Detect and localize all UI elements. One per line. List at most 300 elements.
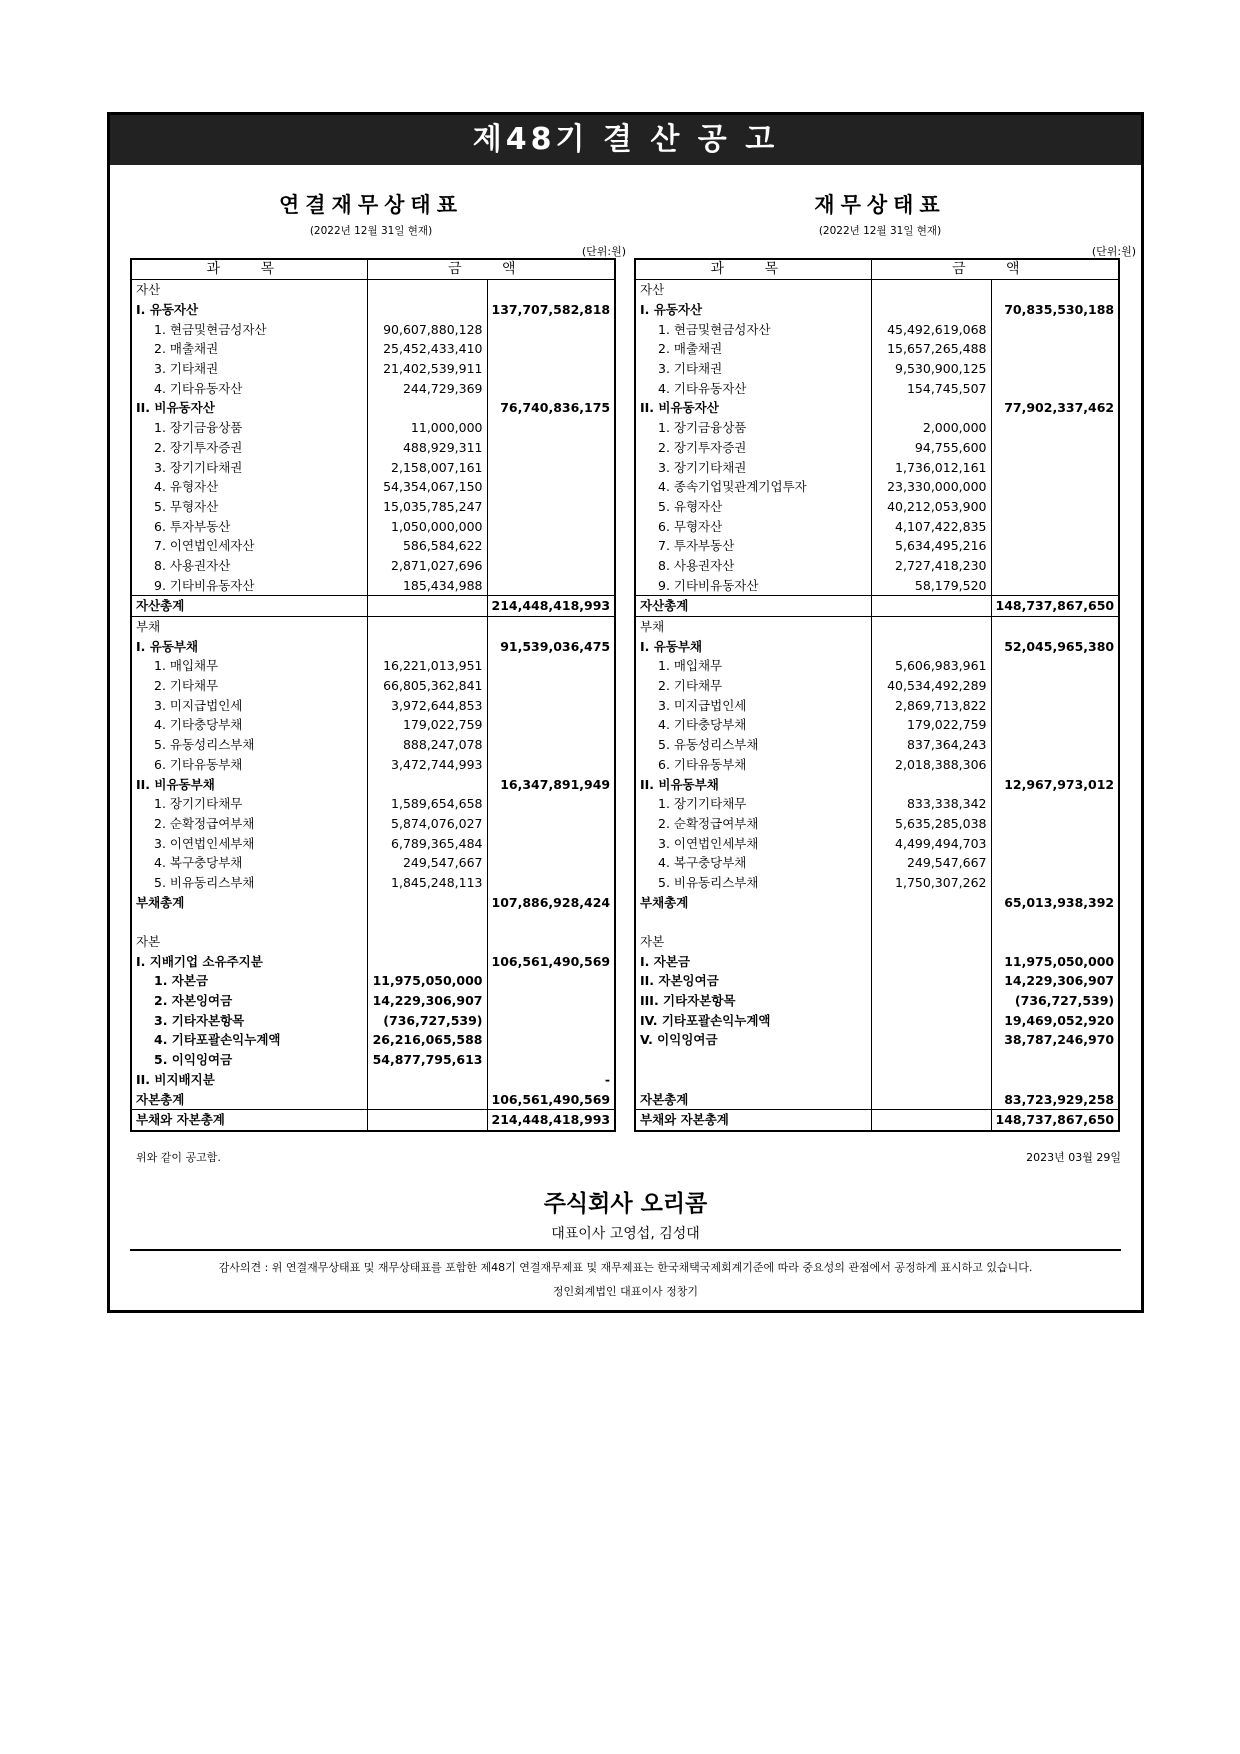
row-label: 5. 무형자산 xyxy=(131,497,367,517)
table-row xyxy=(131,892,615,912)
table-row xyxy=(635,932,1119,952)
row-amount-total xyxy=(991,1070,1119,1090)
table-row xyxy=(635,774,1119,794)
row-label: 1. 현금및현금성자산 xyxy=(131,319,367,339)
row-amount-detail: 179,022,759 xyxy=(367,715,487,735)
row-label: 2. 순확정급여부채 xyxy=(131,814,367,834)
audit-opinion: 감사의견 : 위 연결재무상태표 및 재무상태표를 포함한 제48기 연결재무제표 및 재무제표는 한국채택국제회계기준에 따라 중요성의 관점에서 공정하게 표시하고 있습니다. xyxy=(218,1261,1033,1274)
row-label: 3. 미지급법인세 xyxy=(131,695,367,715)
row-amount-total xyxy=(487,438,615,458)
table-row xyxy=(635,556,1119,576)
row-amount-total xyxy=(991,457,1119,477)
table-row xyxy=(131,695,615,715)
row-amount-total xyxy=(991,853,1119,873)
row-amount-total xyxy=(991,676,1119,696)
row-amount-total xyxy=(487,695,615,715)
row-amount-detail xyxy=(871,912,991,932)
row-amount-total xyxy=(487,814,615,834)
row-amount-detail: 888,247,078 xyxy=(367,735,487,755)
row-label: 2. 기타채무 xyxy=(635,676,871,696)
table-row xyxy=(635,398,1119,418)
row-amount-total: 148,737,867,650 xyxy=(991,1109,1119,1130)
table-row xyxy=(131,616,615,636)
table-row xyxy=(635,971,1119,991)
row-amount-detail xyxy=(871,596,991,617)
table-row xyxy=(635,715,1119,735)
table-header xyxy=(131,259,615,280)
table-row xyxy=(635,991,1119,1011)
row-amount-total xyxy=(991,575,1119,595)
table-row xyxy=(635,438,1119,458)
row-amount-total: 137,707,582,818 xyxy=(487,300,615,320)
table-row xyxy=(635,596,1119,617)
row-amount-detail: 2,871,027,696 xyxy=(367,556,487,576)
header-account: 과 목 xyxy=(131,259,367,280)
row-amount-detail: 1,589,654,658 xyxy=(367,794,487,814)
row-label xyxy=(635,912,871,932)
row-amount-total xyxy=(991,339,1119,359)
row-amount-total: 214,448,418,993 xyxy=(487,596,615,617)
row-amount-detail xyxy=(367,300,487,320)
row-amount-detail xyxy=(367,636,487,656)
table-row xyxy=(131,359,615,379)
row-label: 6. 기타유동부채 xyxy=(131,755,367,775)
row-amount-total xyxy=(991,319,1119,339)
table-row xyxy=(131,912,615,932)
row-amount-total: 91,539,036,475 xyxy=(487,636,615,656)
row-amount-detail: 2,727,418,230 xyxy=(871,556,991,576)
row-amount-detail: 5,634,495,216 xyxy=(871,536,991,556)
row-amount-detail xyxy=(871,1109,991,1130)
row-label: 1. 장기기타채무 xyxy=(131,794,367,814)
row-amount-total xyxy=(487,912,615,932)
row-label: 4. 기타유동자산 xyxy=(131,378,367,398)
row-amount-total: (736,727,539) xyxy=(991,991,1119,1011)
row-label: 자산총계 xyxy=(131,596,367,617)
table-row xyxy=(131,971,615,991)
row-amount-total xyxy=(487,516,615,536)
row-amount-total: 11,975,050,000 xyxy=(991,951,1119,971)
row-label: 3. 기타자본항목 xyxy=(131,1010,367,1030)
row-amount-detail: 54,877,795,613 xyxy=(367,1050,487,1070)
table-row xyxy=(131,575,615,595)
row-amount-detail: 1,750,307,262 xyxy=(871,873,991,893)
row-amount-total xyxy=(487,457,615,477)
row-amount-detail xyxy=(871,1070,991,1090)
row-amount-detail: 15,035,785,247 xyxy=(367,497,487,517)
row-label: 4. 기타충당부채 xyxy=(635,715,871,735)
row-amount-detail: 58,179,520 xyxy=(871,575,991,595)
row-label: 5. 유형자산 xyxy=(635,497,871,517)
table-row xyxy=(131,300,615,320)
row-amount-detail: 11,000,000 xyxy=(367,418,487,438)
table-row xyxy=(131,656,615,676)
row-amount-detail xyxy=(871,636,991,656)
row-label: II. 비유동자산 xyxy=(131,398,367,418)
row-label: 6. 기타유동부채 xyxy=(635,755,871,775)
row-amount-detail xyxy=(367,1070,487,1090)
divider xyxy=(130,1249,1121,1251)
row-amount-total xyxy=(487,536,615,556)
row-amount-detail: 54,354,067,150 xyxy=(367,477,487,497)
table-row xyxy=(635,735,1119,755)
row-amount-total xyxy=(991,497,1119,517)
table-row xyxy=(635,575,1119,595)
row-amount-detail xyxy=(871,951,991,971)
row-amount-total xyxy=(487,853,615,873)
row-amount-total xyxy=(991,280,1119,300)
row-amount-total xyxy=(487,755,615,775)
row-label: 부채 xyxy=(635,616,871,636)
row-label: 5. 유동성리스부채 xyxy=(131,735,367,755)
row-amount-detail xyxy=(871,280,991,300)
row-amount-total xyxy=(991,616,1119,636)
row-amount-detail: 16,221,013,951 xyxy=(367,656,487,676)
table-row xyxy=(131,715,615,735)
consolidated-title: 연결재무상태표 xyxy=(278,193,463,217)
row-amount-detail: 15,657,265,488 xyxy=(871,339,991,359)
row-amount-detail: 25,452,433,410 xyxy=(367,339,487,359)
notice-frame xyxy=(107,112,1144,1313)
notice-date: 2023년 03월 29일 xyxy=(1026,1151,1121,1164)
row-amount-total xyxy=(991,912,1119,932)
table-row xyxy=(635,853,1119,873)
separate-unit: (단위:원) xyxy=(1091,245,1136,258)
row-amount-total xyxy=(991,359,1119,379)
table-row xyxy=(131,735,615,755)
table-row xyxy=(131,853,615,873)
row-amount-detail: 4,107,422,835 xyxy=(871,516,991,536)
row-amount-detail: 154,745,507 xyxy=(871,378,991,398)
row-amount-detail: 2,158,007,161 xyxy=(367,457,487,477)
row-amount-total xyxy=(487,575,615,595)
table-row xyxy=(635,1030,1119,1050)
row-amount-detail xyxy=(367,616,487,636)
row-label: 4. 기타충당부채 xyxy=(131,715,367,735)
table-row xyxy=(635,536,1119,556)
row-amount-total xyxy=(991,438,1119,458)
row-amount-total: 148,737,867,650 xyxy=(991,596,1119,617)
header-amount: 금 액 xyxy=(367,259,615,280)
row-amount-detail xyxy=(367,774,487,794)
row-amount-detail xyxy=(367,892,487,912)
company-name: 주식회사 오리콤 xyxy=(543,1191,708,1217)
row-amount-total: 52,045,965,380 xyxy=(991,636,1119,656)
table-row xyxy=(131,1089,615,1109)
row-label: 9. 기타비유동자산 xyxy=(131,575,367,595)
table-row xyxy=(635,892,1119,912)
table-row xyxy=(131,477,615,497)
row-amount-total xyxy=(487,497,615,517)
row-label xyxy=(131,912,367,932)
row-amount-detail: 4,499,494,703 xyxy=(871,833,991,853)
row-amount-total xyxy=(487,991,615,1011)
row-label: V. 이익잉여금 xyxy=(635,1030,871,1050)
row-label: 4. 복구충당부채 xyxy=(131,853,367,873)
table-row xyxy=(635,912,1119,932)
row-amount-total xyxy=(991,536,1119,556)
row-amount-detail: 179,022,759 xyxy=(871,715,991,735)
row-label: 3. 미지급법인세 xyxy=(635,695,871,715)
row-amount-detail xyxy=(871,616,991,636)
table-row xyxy=(131,378,615,398)
row-amount-detail xyxy=(871,1010,991,1030)
row-amount-detail: 6,789,365,484 xyxy=(367,833,487,853)
row-amount-detail: 2,000,000 xyxy=(871,418,991,438)
row-amount-detail xyxy=(367,596,487,617)
table-row xyxy=(131,319,615,339)
row-label: 1. 장기기타채무 xyxy=(635,794,871,814)
row-amount-detail: 3,972,644,853 xyxy=(367,695,487,715)
table-row xyxy=(131,755,615,775)
row-amount-total xyxy=(487,418,615,438)
row-amount-total xyxy=(487,280,615,300)
table-row xyxy=(635,814,1119,834)
row-label: 3. 장기기타채권 xyxy=(635,457,871,477)
table-row xyxy=(131,398,615,418)
table-row xyxy=(635,636,1119,656)
row-amount-detail: 185,434,988 xyxy=(367,575,487,595)
row-label: 8. 사용권자산 xyxy=(131,556,367,576)
row-amount-detail: 45,492,619,068 xyxy=(871,319,991,339)
row-amount-total xyxy=(991,1050,1119,1070)
table-row xyxy=(635,1050,1119,1070)
row-label: 3. 기타채권 xyxy=(131,359,367,379)
row-amount-detail xyxy=(871,1050,991,1070)
row-label: I. 자본금 xyxy=(635,951,871,971)
table-row xyxy=(131,1109,615,1130)
row-amount-total: 65,013,938,392 xyxy=(991,892,1119,912)
row-amount-detail: 1,845,248,113 xyxy=(367,873,487,893)
table-row xyxy=(635,359,1119,379)
table-row xyxy=(131,833,615,853)
consolidated-unit: (단위:원) xyxy=(581,245,626,258)
row-label: II. 비유동부채 xyxy=(131,774,367,794)
row-label: 5. 비유동리스부채 xyxy=(635,873,871,893)
consolidated-table xyxy=(130,258,616,1132)
row-amount-total: 107,886,928,424 xyxy=(487,892,615,912)
row-amount-detail: 5,635,285,038 xyxy=(871,814,991,834)
row-amount-detail xyxy=(367,932,487,952)
table-row xyxy=(635,497,1119,517)
row-label: 6. 투자부동산 xyxy=(131,516,367,536)
table-row xyxy=(635,695,1119,715)
row-label: 2. 순확정급여부채 xyxy=(635,814,871,834)
row-amount-total xyxy=(487,477,615,497)
row-amount-total: 70,835,530,188 xyxy=(991,300,1119,320)
table-header xyxy=(635,259,1119,280)
table-row xyxy=(635,418,1119,438)
row-amount-total: - xyxy=(487,1070,615,1090)
row-amount-detail xyxy=(367,1089,487,1109)
row-amount-total xyxy=(487,873,615,893)
row-amount-total xyxy=(991,418,1119,438)
table-row xyxy=(131,516,615,536)
table-row xyxy=(131,1030,615,1050)
row-label: 자본총계 xyxy=(131,1089,367,1109)
row-label: 3. 이연법인세부채 xyxy=(635,833,871,853)
row-label: 7. 이연법인세자산 xyxy=(131,536,367,556)
header-amount: 금 액 xyxy=(871,259,1119,280)
row-amount-total xyxy=(487,833,615,853)
row-label: Ⅰ. 유동부채 xyxy=(635,636,871,656)
row-label: 2. 장기투자증권 xyxy=(635,438,871,458)
notice-text: 위와 같이 공고함. xyxy=(136,1151,221,1164)
row-amount-total xyxy=(487,656,615,676)
row-amount-detail: 5,874,076,027 xyxy=(367,814,487,834)
row-amount-total xyxy=(991,932,1119,952)
table-row xyxy=(131,556,615,576)
row-label: 자산 xyxy=(131,280,367,300)
separate-date: (2022년 12월 31일 현재) xyxy=(818,225,942,237)
row-amount-detail xyxy=(871,892,991,912)
row-amount-detail: 837,364,243 xyxy=(871,735,991,755)
row-label: 2. 기타채무 xyxy=(131,676,367,696)
row-label: 4. 복구충당부채 xyxy=(635,853,871,873)
row-label: 4. 기타유동자산 xyxy=(635,378,871,398)
row-amount-detail: 66,805,362,841 xyxy=(367,676,487,696)
row-label: 6. 무형자산 xyxy=(635,516,871,536)
table-row xyxy=(635,516,1119,536)
row-label: 8. 사용권자산 xyxy=(635,556,871,576)
row-amount-total xyxy=(991,516,1119,536)
row-label: 1. 자본금 xyxy=(131,971,367,991)
row-amount-detail: 1,050,000,000 xyxy=(367,516,487,536)
row-amount-total xyxy=(487,1050,615,1070)
table-row xyxy=(131,873,615,893)
table-row xyxy=(131,774,615,794)
row-label: 1. 매입채무 xyxy=(635,656,871,676)
row-amount-detail: 40,534,492,289 xyxy=(871,676,991,696)
table-row xyxy=(635,676,1119,696)
row-label: 부채와 자본총계 xyxy=(635,1109,871,1130)
table-row xyxy=(131,596,615,617)
row-label xyxy=(635,1050,871,1070)
table-row xyxy=(635,1089,1119,1109)
auditor: 정인회계법인 대표이사 정창기 xyxy=(552,1285,699,1298)
row-label: 부채와 자본총계 xyxy=(131,1109,367,1130)
row-label: 부채총계 xyxy=(635,892,871,912)
row-amount-total xyxy=(487,932,615,952)
row-amount-detail xyxy=(871,398,991,418)
row-amount-detail xyxy=(871,991,991,1011)
table-row xyxy=(131,497,615,517)
table-row xyxy=(635,616,1119,636)
table-row xyxy=(635,873,1119,893)
row-amount-total: 19,469,052,920 xyxy=(991,1010,1119,1030)
table-row xyxy=(131,536,615,556)
table-row xyxy=(635,378,1119,398)
row-label: II. 비유동자산 xyxy=(635,398,871,418)
consolidated-date: (2022년 12월 31일 현재) xyxy=(309,225,433,237)
table-row xyxy=(635,1010,1119,1030)
separate-table xyxy=(634,258,1120,1132)
table-row xyxy=(635,951,1119,971)
row-label: 3. 장기기타채권 xyxy=(131,457,367,477)
row-amount-total xyxy=(487,378,615,398)
row-amount-total: 214,448,418,993 xyxy=(487,1109,615,1130)
row-label: 5. 유동성리스부채 xyxy=(635,735,871,755)
row-amount-detail: 26,216,065,588 xyxy=(367,1030,487,1050)
row-amount-detail xyxy=(367,951,487,971)
row-label: 3. 이연법인세부채 xyxy=(131,833,367,853)
table-row xyxy=(131,932,615,952)
table-row xyxy=(635,339,1119,359)
table-row xyxy=(131,280,615,300)
row-amount-detail xyxy=(871,971,991,991)
table-row xyxy=(635,300,1119,320)
table-row xyxy=(635,457,1119,477)
row-amount-detail: 94,755,600 xyxy=(871,438,991,458)
row-amount-detail: 40,212,053,900 xyxy=(871,497,991,517)
row-amount-total xyxy=(991,656,1119,676)
table-row xyxy=(131,814,615,834)
row-label: IV. 기타포괄손익누계액 xyxy=(635,1010,871,1030)
row-label: 4. 유형자산 xyxy=(131,477,367,497)
row-amount-detail xyxy=(871,774,991,794)
row-label: 자본 xyxy=(635,932,871,952)
row-amount-total xyxy=(487,735,615,755)
row-amount-total: 38,787,246,970 xyxy=(991,1030,1119,1050)
row-label: 2. 자본잉여금 xyxy=(131,991,367,1011)
row-label: 5. 이익잉여금 xyxy=(131,1050,367,1070)
row-amount-total xyxy=(487,794,615,814)
row-amount-detail xyxy=(367,912,487,932)
row-amount-detail: 1,736,012,161 xyxy=(871,457,991,477)
row-amount-total xyxy=(487,616,615,636)
row-amount-total xyxy=(487,339,615,359)
table-row xyxy=(635,319,1119,339)
table-row xyxy=(635,1109,1119,1130)
row-amount-detail: 90,607,880,128 xyxy=(367,319,487,339)
table-row xyxy=(131,991,615,1011)
row-amount-total xyxy=(991,477,1119,497)
row-amount-detail xyxy=(871,1089,991,1109)
row-amount-detail xyxy=(367,1109,487,1130)
table-row xyxy=(131,636,615,656)
table-row xyxy=(131,339,615,359)
row-label: 1. 장기금융상품 xyxy=(635,418,871,438)
row-amount-total xyxy=(991,755,1119,775)
row-amount-total xyxy=(487,1010,615,1030)
table-row xyxy=(131,1050,615,1070)
row-label xyxy=(635,1070,871,1090)
row-label: 자산 xyxy=(635,280,871,300)
row-amount-total xyxy=(487,676,615,696)
row-amount-detail: 23,330,000,000 xyxy=(871,477,991,497)
row-label: 4. 기타포괄손익누계액 xyxy=(131,1030,367,1050)
row-amount-detail: 488,929,311 xyxy=(367,438,487,458)
row-amount-total xyxy=(487,319,615,339)
row-amount-total: 106,561,490,569 xyxy=(487,951,615,971)
row-amount-detail: 833,338,342 xyxy=(871,794,991,814)
row-label: 자본총계 xyxy=(635,1089,871,1109)
row-label: 부채 xyxy=(131,616,367,636)
row-label: I. 유동자산 xyxy=(635,300,871,320)
ceo-names: 대표이사 고영섭, 김성대 xyxy=(551,1226,700,1242)
table-row xyxy=(635,280,1119,300)
table-row xyxy=(131,794,615,814)
row-amount-detail: 11,975,050,000 xyxy=(367,971,487,991)
row-label: I. 지배기업 소유주지분 xyxy=(131,951,367,971)
row-amount-detail: 2,869,713,822 xyxy=(871,695,991,715)
row-amount-detail: 5,606,983,961 xyxy=(871,656,991,676)
row-amount-total xyxy=(991,695,1119,715)
row-label: 자본 xyxy=(131,932,367,952)
row-amount-detail: 2,018,388,306 xyxy=(871,755,991,775)
row-amount-detail: 244,729,369 xyxy=(367,378,487,398)
row-label: 5. 비유동리스부채 xyxy=(131,873,367,893)
